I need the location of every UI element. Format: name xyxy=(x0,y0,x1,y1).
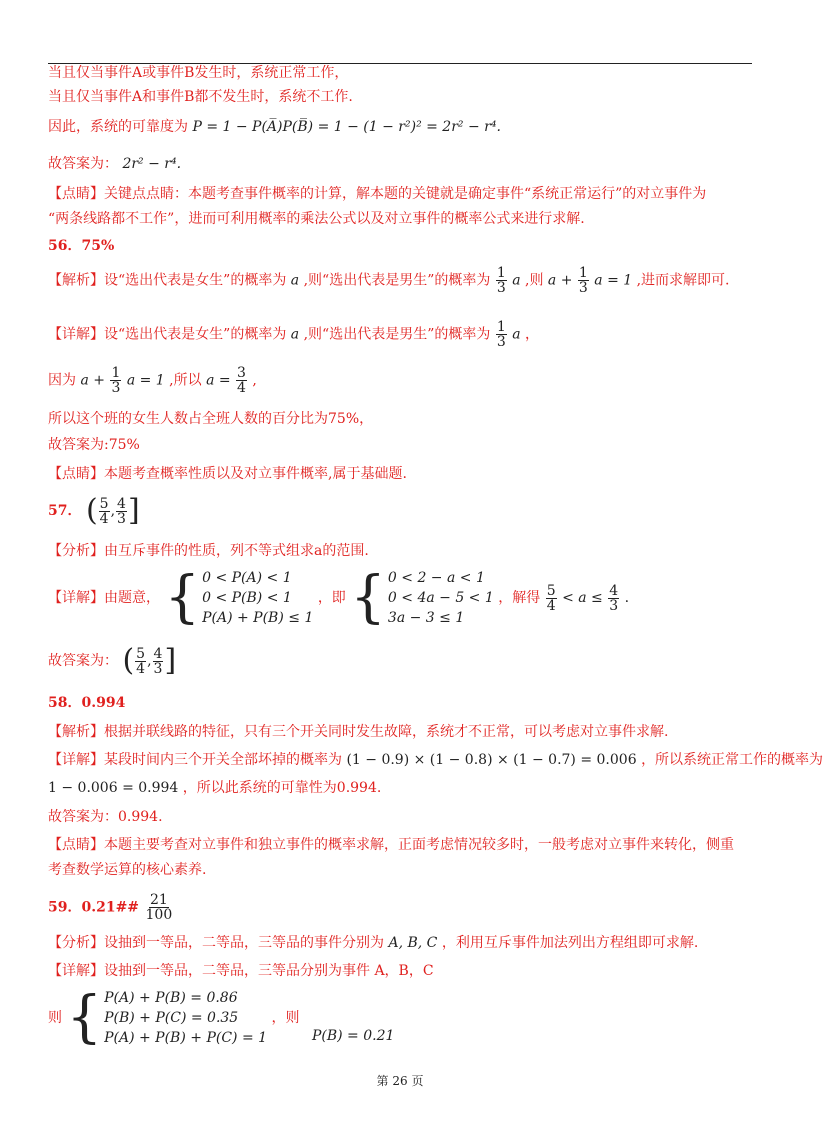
text-line xyxy=(48,779,381,797)
text-line xyxy=(48,934,698,952)
text-line: 当且仅当事件A或事件B发生时，系统正常工作， xyxy=(48,65,349,81)
label: ，所以此系统的可靠性为0.994. xyxy=(182,780,382,796)
label: ,则“选出代表是男生”的概率为 xyxy=(303,326,491,343)
fraction: $\frac{3}{4}$ xyxy=(237,365,246,396)
text-line: 当且仅当事件A和事件B都不发生时，系统不工作. xyxy=(48,89,353,105)
text-line xyxy=(48,155,181,173)
formula: a = 1 xyxy=(594,272,633,289)
label: ，即 xyxy=(317,590,346,606)
fraction: $\frac{4}{3}$ xyxy=(609,582,619,614)
label: 因此，系统的可靠度为 xyxy=(48,119,188,135)
variable: a xyxy=(290,326,300,343)
label: ，则 xyxy=(271,1010,300,1026)
label: 【解析】设“选出代表是女生”的概率为 xyxy=(48,272,287,289)
text-line: 【点睛】本题主要考查对立事件和独立事件的概率求解，正面考虑情况较多时，一般考虑对立事件来转化，侧重 xyxy=(48,837,734,853)
text-line: 【分析】由互斥事件的性质，列不等式组求a的范围. xyxy=(48,543,369,559)
formula: a = xyxy=(206,372,231,389)
fraction: $\frac{1}{3}$ xyxy=(496,265,506,296)
label: 57． xyxy=(48,503,82,519)
text-line xyxy=(48,266,730,295)
formula: P = 1 − P(A̅)P(B̅) = 1 − (1 − r²)² = 2r² − r⁴. xyxy=(192,119,501,135)
fraction: $\frac{1}{3}$ xyxy=(496,319,506,350)
interval: ( $\frac{5}{4}$ , $\frac{4}{3}$ ] xyxy=(85,493,140,528)
label: ,所以 xyxy=(169,372,202,389)
text-line: “两条线路都不工作”，进而可利用概率的乘法公式以及对立事件的概率公式来进行求解. xyxy=(48,211,585,227)
variable: a xyxy=(512,272,521,289)
text-line xyxy=(48,751,823,769)
fraction: $\frac{1}{3}$ xyxy=(111,365,121,396)
text-line xyxy=(48,985,395,1050)
label: ，利用互斥事件加法列出方程组即可求解. xyxy=(441,935,699,951)
formula: 1 − 0.006 = 0.994 xyxy=(48,780,179,796)
inequality-system: { 0 < P(A) < 1 0 < P(B) < 1 P(A) + P(B) ≤ 1 xyxy=(164,565,314,630)
label: 故答案为： xyxy=(48,653,118,669)
text-line: 【详解】设抽到一等品，二等品，三等品分别为事件 A，B，C xyxy=(48,963,434,979)
text-line: 故答案为：0.994. xyxy=(48,809,163,825)
label: 【详解】由题意， xyxy=(48,590,160,606)
page-footer: 第 26 页 xyxy=(376,1074,424,1088)
formula: < a ≤ xyxy=(562,590,603,606)
label: 故答案为： xyxy=(48,156,118,172)
text-line xyxy=(48,320,539,349)
fraction: $\frac{21}{100}$ xyxy=(145,892,173,923)
question-heading: 56．75% xyxy=(48,238,115,254)
label: 59．0.21## xyxy=(48,899,140,916)
interval: ( $\frac{5}{4}$ , $\frac{4}{3}$ ] xyxy=(122,643,177,678)
text-line: 考查数学运算的核心素养. xyxy=(48,862,207,878)
formula: (1 − 0.9) × (1 − 0.8) × (1 − 0.7) = 0.006 xyxy=(346,752,637,768)
label: ， xyxy=(525,326,539,343)
question-heading xyxy=(48,493,140,528)
formula: A, B, C xyxy=(388,935,438,951)
label: , xyxy=(252,372,257,389)
label: 【详解】设“选出代表是女生”的概率为 xyxy=(48,326,287,343)
question-heading xyxy=(48,893,174,922)
text-line xyxy=(48,118,501,136)
text-line xyxy=(48,643,177,678)
label: ,则“选出代表是男生”的概率为 xyxy=(303,272,491,289)
inequality-system: { 0 < 2 − a < 1 0 < 4a − 5 < 1 3a − 3 ≤ 1 xyxy=(350,565,494,630)
variable: a xyxy=(512,326,521,343)
text-line: 所以这个班的女生人数占全班人数的百分比为75%， xyxy=(48,411,374,427)
fraction: $\frac{5}{4}$ xyxy=(546,582,556,614)
fraction: $\frac{1}{3}$ xyxy=(578,265,588,296)
text-line: 【点睛】关键点点睛：本题考查事件概率的计算，解本题的关键就是确定事件“系统正常运行”的对立事件为 xyxy=(48,186,707,202)
question-heading: 58．0.994 xyxy=(48,695,126,711)
label: . xyxy=(624,590,630,606)
label: ,则 xyxy=(525,272,544,289)
label: ,进而求解即可. xyxy=(636,272,730,289)
text-line: 【点睛】本题考查概率性质以及对立事件概率,属于基础题. xyxy=(48,466,407,482)
label: 【分析】设抽到一等品，二等品，三等品的事件分别为 xyxy=(48,935,384,951)
label: 【详解】某段时间内三个开关全部坏掉的概率为 xyxy=(48,752,342,768)
text-line xyxy=(48,565,630,630)
text-line: 故答案为:75% xyxy=(48,437,140,453)
label: 则 xyxy=(48,1010,62,1026)
formula: 2r² − r⁴. xyxy=(122,156,182,172)
equation-system: { P(A) + P(B) = 0.86 P(B) + P(C) = 0.35 P(A) + P(B) + P(C) = 1 xyxy=(66,985,268,1050)
formula: a = 1 xyxy=(126,372,165,389)
text-line xyxy=(48,366,257,395)
text-line: 【解析】根据并联线路的特征，只有三个开关同时发生故障，系统才不正常，可以考虑对立事件求解. xyxy=(48,724,669,740)
label: ，所以系统正常工作的概率为 xyxy=(641,752,823,768)
formula: a + xyxy=(80,372,105,389)
label: 因为 xyxy=(48,372,76,389)
label: ，解得 xyxy=(498,590,541,606)
variable: a xyxy=(290,272,300,289)
formula: a + xyxy=(547,272,573,289)
formula: P(B) = 0.21 xyxy=(311,1028,395,1044)
